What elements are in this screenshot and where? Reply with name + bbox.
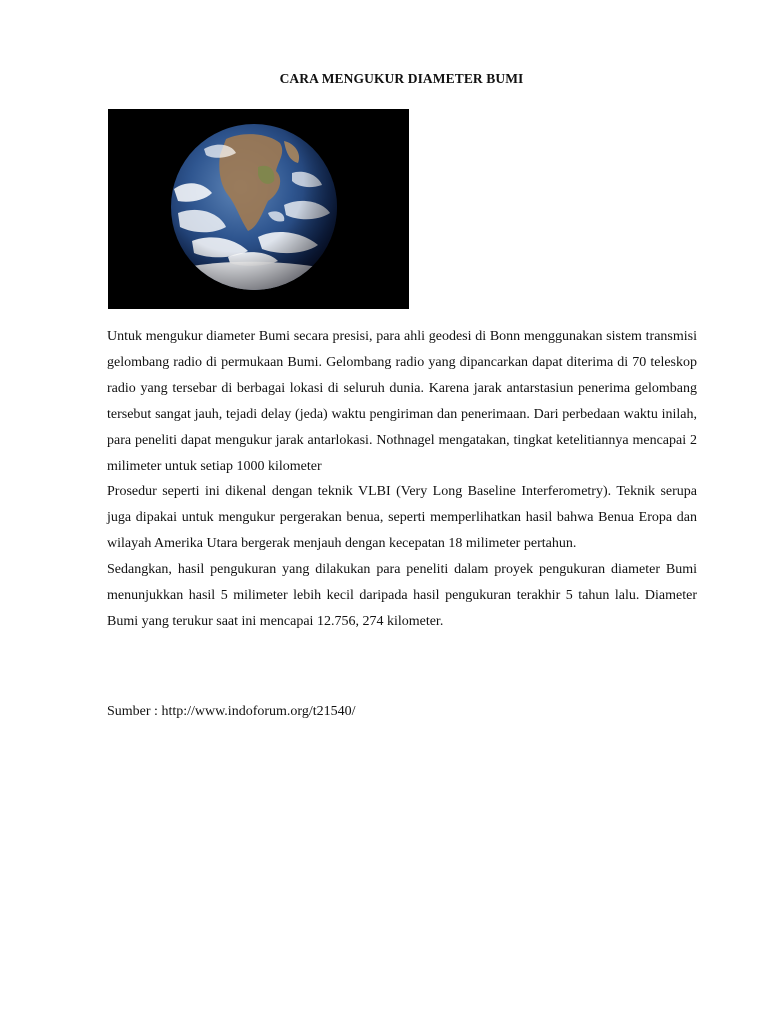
article-body [107, 324, 697, 635]
paragraph-1: Untuk mengukur diameter Bumi secara presisi, para ahli geodesi di Bonn menggunakan sistem transmisi gelombang radio di permukaan Bumi. Gelombang radio yang dipancarkan dapat diterima di 70 teleskop radio yang tersebar di berbagai lokasi di seluruh dunia. Karena jarak antarstasiun penerima gelombang tersebut sangat jauh, tejadi delay (jeda) waktu pengiriman dan penerimaan. Dari perbedaan waktu inilah, para peneliti dapat mengukur jarak antarlokasi. Nothnagel mengatakan, tingkat ketelitiannya mencapai 2 milimeter untuk setiap 1000 kilometer [107, 329, 697, 474]
source-citation: Sumber : http://www.indoforum.org/t21540/ [107, 704, 356, 719]
earth-photo [108, 109, 409, 309]
paragraph-3: Sedangkan, hasil pengukuran yang dilakukan para peneliti dalam proyek pengukuran diameter Bumi menunjukkan hasil 5 milimeter lebih kecil daripada hasil pengukuran terakhir 5 tahun lalu. Diameter Bumi yang terukur saat ini mencapai 12.756, 274 kilometer. [107, 562, 697, 629]
paragraph-2: Prosedur seperti ini dikenal dengan teknik VLBI (Very Long Baseline Interferometry). Teknik serupa juga dipakai untuk mengukur pergerakan benua, seperti memperlihatkan hasil bahwa Benua Eropa dan wilayah Amerika Utara bergerak menjauh dengan kecepatan 18 milimeter pertahun. [107, 484, 697, 552]
earth-globe-icon [108, 109, 409, 309]
page-title: CARA MENGUKUR DIAMETER BUMI [279, 71, 524, 86]
